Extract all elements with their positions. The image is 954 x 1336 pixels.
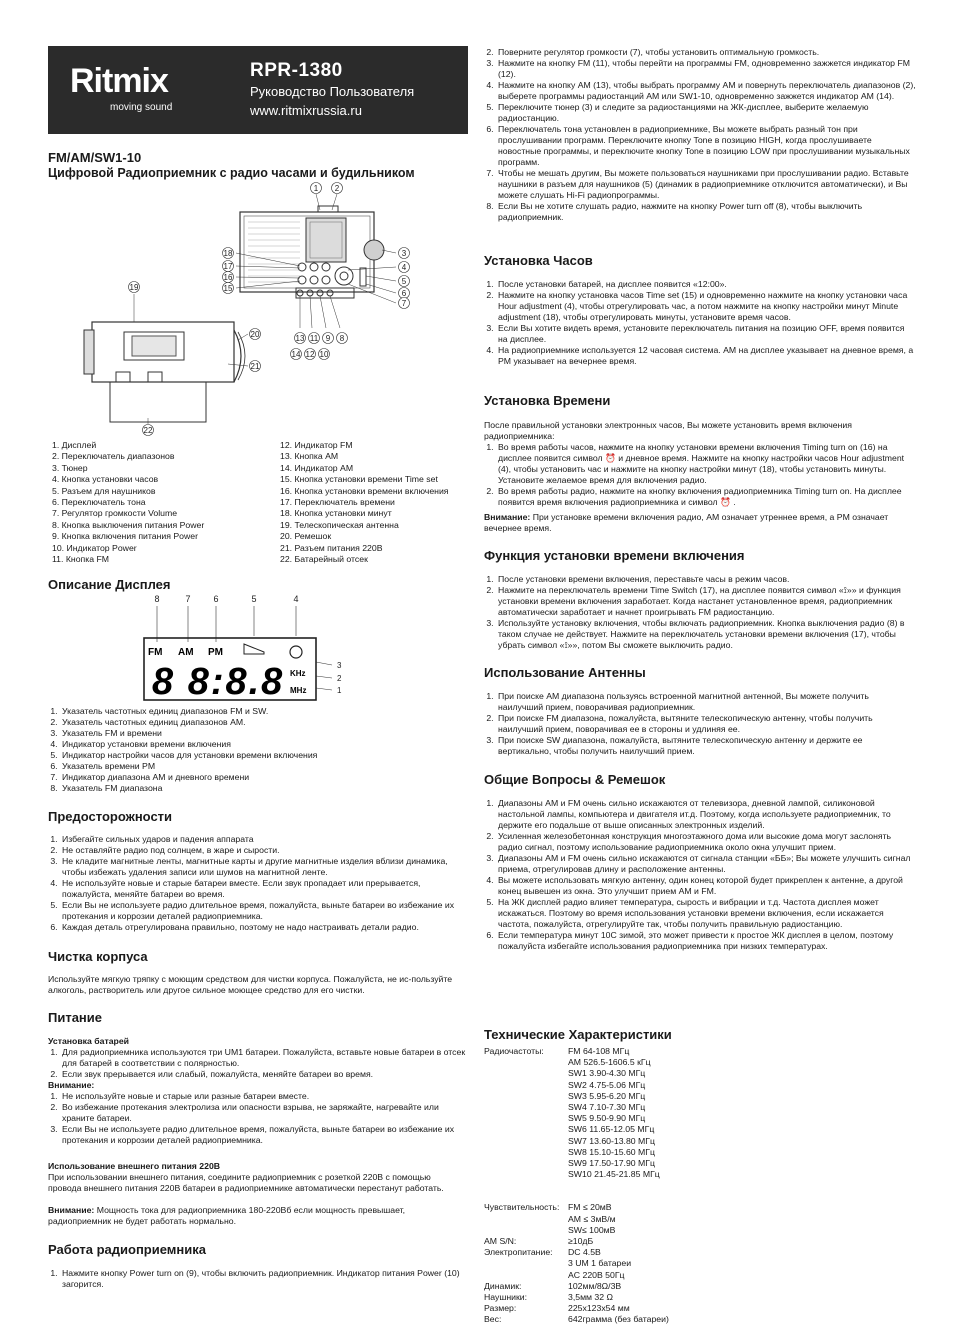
model-bands: FM/AM/SW1-10 [48,150,142,165]
spec-value: 225x123x54 мм [568,1303,630,1314]
list-item: 4. Нажмите на кнопку AM (13), чтобы выбрать программу AM и повернуть переключатель диапазонов (2), выберете программы радиостанций AM или SW1-10, одновременно зажжется индикатор AM (14). [496,80,916,102]
label-15: 15 [223,284,233,293]
list-item: 3. Если Вы хотите видеть время, установите переключатель питания на позицию OFF, время появится на дисплее. [496,323,916,345]
timer-heading: Установка Времени [484,393,611,408]
spec-value: AM ≤ 3мВ/м [568,1213,616,1224]
list-item: 3. Указатель FM и времени [60,728,470,739]
list-item: 3. Не кладите магнитные ленты, магнитные карты и другие магнитные изделия вблизи динамика, чтобы избежать удаления записи или шумов на магнитной ленте. [60,856,472,878]
logo-subtitle: moving sound [110,102,173,113]
lcd-num-4: 4 [293,594,299,604]
spec-value: 642грамма (без батареи) [568,1314,669,1325]
parts-list-right [280,440,470,565]
label-20: 20 [250,330,260,339]
label-18: 18 [223,249,233,258]
lcd-mhz: MHz [290,686,307,695]
list-item: 8. Если Вы не хотите слушать радио, нажмите на кнопку Power turn off (8), чтобы выключить радиоприемник. [496,201,916,223]
list-item: 3. Нажмите на кнопку FM (11), чтобы перейти на программы FM, одновременно зажжется индикатор FM (12). [496,58,916,80]
lcd-num-2: 2 [337,674,342,683]
list-item: 1. Избегайте сильных ударов и падения аппарата [60,834,472,845]
label-5: 5 [401,277,407,286]
list-item: 1. После установки батарей, на дисплее появится «12:00». [496,279,916,290]
spec-value: 102мм/8Ω/3В [568,1280,622,1291]
operation-list-cont [484,47,916,223]
list-item: 2. Нажмите на кнопку установка часов Time set (15) и одновременно нажмите на кнопку установки часа Hour adjustment (4), чтобы отрегулировать час, а потом нажмите на кнопку настройки минут Minute adjustment (18), чтобы отрегулировать минуты, установите время часов. [496,290,916,323]
manual-title: Руководство Пользователя [250,84,415,99]
label-4: 4 [401,263,407,272]
list-item: 6. Переключатель тона [52,497,146,508]
list-item: 2. Если звук прерывается или слабый, пожалуйста, меняйте батареи во время. [60,1069,472,1080]
spec-row-sn: AM S/N: ≥10дБ [484,1236,594,1247]
list-item: 1. Во время работы часов, нажмите на кнопку установки времени включения Timing turn on (16) на дисплее появится символ ⏰ и дневное время. Нажмите на кнопку настройки часов Hour adjustment (4), чтобы установить час и нажмите на кнопку настройки минут (18), чтобы установить минуты. Установите желаемое время для включения радио. [496,442,916,486]
radio-diagram [48,180,468,438]
battery-list [48,1047,472,1080]
precautions-heading: Предосторожности [48,809,173,824]
list-item: 8. Кнопка выключения питания Power [52,519,205,530]
power-heading: Питание [48,1010,103,1025]
label-7: 7 [401,299,407,308]
list-item: 4. Не используйте новые и старые батареи вместе. Если звук пропадает или прерывается, пожалуйста, меняйте батареи во время. [60,878,472,900]
label-11: 11 [309,334,319,343]
list-item: 17. Переключатель времени [280,497,395,508]
lcd-am: AM [178,647,194,658]
spec-row-power: Электропитание: DC 4.5В 3 UM 1 батареи AC 220В 50Гц [484,1247,632,1280]
external-power-note: Внимание: Мощность тока для радиоприемника 180-220Вб если мощность превышает, радиоприемник не будет работать нормально. [48,1205,406,1226]
list-item: 2. Указатель частотных единиц диапазонов AM. [60,717,470,728]
external-power-title: Использование внешнего питания 220В [48,1161,221,1171]
spec-row-speaker: Динамик: 102мм/8Ω/3В [484,1280,622,1291]
list-item: 4. Индикатор установки времени включения [60,739,470,750]
list-item: 2. Нажмите на переключатель времени Time Switch (17), на дисплее появится символ «⟟»» и функция установки времени включения заработает. Когда настанет установленное время, радиоприемник автоматически заработает и начнет проигрывать FM радиостанцию. [496,585,916,618]
attention-label: Внимание: [48,1080,95,1090]
list-item: 5. Разъем для наушников [52,485,156,496]
timer-function-heading: Функция установки времени включения [484,548,745,563]
list-item: 6. Если температура минут 10С зимой, это может привести к простое ЖК дисплея в целом, поэтому пожалуйста избегайте использования радиоприемника при низких температурах. [496,930,916,952]
label-12: 12 [305,350,315,359]
list-item: 4. Вы можете использовать мягкую антенну, один конец которой будет прикреплен к антенне, а другой конец вывешен из окна. Это улучшит прием AM и FM. [496,875,916,897]
display-heading: Описание Дисплея [48,577,171,592]
list-item: 1. Нажмите кнопку Power turn on (9), чтобы включить радиоприемник. Индикатор питания Power (10) загорится. [60,1268,472,1290]
list-item: 3. Тюнер [52,462,88,473]
list-item: 7. Регулятор громкости Volume [52,508,178,519]
lcd-fm: FM [148,647,163,658]
operation-heading: Работа радиоприемника [48,1242,206,1257]
list-item: 19. Телескопическая антенна [280,519,399,530]
spec-value: ≥10дБ [568,1236,594,1247]
faq-list [484,798,916,952]
timer-intro: После правильной установки электронных часов, Вы можете установить время включения радиоприемника: [484,420,852,441]
spec-row-size: Размер: 225x123x54 мм [484,1303,630,1314]
ritmix-logo: Ritmix [70,62,168,100]
spec-value: SW9 17.50-17.90 МГц [568,1158,655,1169]
lcd-num-8: 8 [154,594,160,604]
spec-value: FM 64-108 МГц [568,1046,630,1056]
spec-value: 3 UM 1 батареи [568,1258,632,1269]
list-item: 1. После установки времени включения, переставьте часы в режим часов. [496,574,916,585]
lcd-num-7: 7 [185,594,191,604]
list-item: 2. Во избежание протекания электролиза или опасности взрыва, не заряжайте, нагревайте или храните батареи. [60,1102,472,1124]
spec-value: SW6 11.65-12.05 МГц [568,1124,655,1135]
label-10: 10 [319,350,329,359]
parts-list-left [52,440,272,565]
list-item: 6. Переключатель тона установлен в радиоприемнике, Вы можете выбрать разный тон при прослушивании программ. Переключите кнопку Tone в позицию HIGH, когда прослушиваете новостные программы, и переключите кнопку Tone в позицию LOW при прослушивании музыкальных программ. [496,124,916,168]
antenna-list [484,691,916,757]
list-item: 1. При поиске AM диапазона пользуясь встроенной магнитной антенной, Вы можете получить наилучший прием, поворачивая радиоприемник. [496,691,916,713]
label-3: 3 [401,249,407,258]
list-item: 20. Ремешок [280,531,332,542]
header-banner [48,46,468,134]
lcd-khz: KHz [290,669,306,678]
list-item: 1. Дисплей [52,440,97,450]
label-21: 21 [250,362,260,371]
list-item: 2. Усиленная железобетонная конструкция многоэтажного дома или высокие дома могут заслонять радио сигнал, поэтому использование радиоприемника около окна улучшит прием. [496,831,916,853]
list-item: 5. На ЖК дисплей радио влияет температура, сырость и вибрации и т.д. Частота дисплея может искажаться. Поэтому во время использования установки времени включения, если искажается частота, пожалуйста, отрегулируйте так, чтобы получить правильную радиостанцию. [496,897,916,930]
spec-value: SW4 7.10-7.30 МГц [568,1102,646,1113]
label-2: 2 [334,184,340,193]
operation-list-start [48,1268,472,1290]
list-item: 4. Кнопка установки часов [52,474,159,485]
spec-value: AM 526.5-1606.5 кГц [568,1057,651,1068]
list-item: 16. Кнопка установки времени включения [280,485,449,496]
spec-value: AC 220В 50Гц [568,1269,625,1280]
alarm-icon [290,646,302,658]
list-item: 3. При поиске SW диапазона, пожалуйста, вытяните телескопическую антенну и держите ее вертикально, чтобы получить наилучший прием. [496,735,916,757]
list-item: 11. Кнопка FM [52,554,110,565]
label-19: 19 [129,283,139,292]
label-22: 22 [143,426,153,435]
list-item: 13. Кнопка AM [280,451,339,462]
radio-side-view [84,322,245,422]
display-list [48,706,470,794]
spec-value: SW8 15.10-15.60 МГц [568,1146,655,1157]
precautions-list [48,834,472,933]
spec-value: SW3 5.95-6.20 МГц [568,1090,646,1101]
lcd-num-5: 5 [251,594,257,604]
list-item: 4. На радиоприемнике используется 12 часовая система. AM на дисплее указывает на дневное время, а PM указывает на вечернее время. [496,345,916,367]
lcd-num-6: 6 [213,594,219,604]
lcd-pm: PM [208,647,223,658]
lcd-num-3: 3 [337,661,342,670]
spec-value: SW1 3.90-4.30 МГц [568,1068,646,1079]
spec-row-weight: Вес: 642грамма (без батареи) [484,1314,669,1325]
spec-value: SW2 4.75-5.06 МГц [568,1079,646,1090]
spec-value: DC 4.5В [568,1247,601,1258]
spec-value: 3,5мм 32 Ω [568,1292,614,1303]
lcd-digits: 8 8:8.8 [152,661,285,702]
spec-row-sensitivity: Чувствительность: FM ≤ 20мВ AM ≤ 3мВ/м SW≤ 100мВ [484,1202,616,1235]
list-item: 1. Указатель частотных единиц диапазонов FM и SW. [60,706,470,717]
list-item: 1. Не используйте новые и старые или разные батареи вместе. [60,1091,472,1102]
list-item: 2. Поверните регулятор громкости (7), чтобы установить оптимальную громкость. [496,47,916,58]
timer-list [484,442,916,508]
spec-value: SW10 21.45-21.85 МГц [568,1169,660,1180]
list-item: 2. Не оставляйте радио под солнцем, в жаре и сырости. [60,845,472,856]
list-item: 15. Кнопка установки времени Time set [280,474,438,485]
list-item: 12. Индикатор FM [280,440,353,450]
battery-title: Установка батарей [48,1036,130,1046]
list-item: 9. Кнопка включения питания Power [52,531,198,542]
list-item: 10. Индикатор Power [52,542,137,553]
list-item: 14. Индикатор AM [280,462,354,473]
spec-value: SW5 9.50-9.90 МГц [568,1113,646,1124]
cleaning-text: Используйте мягкую тряпку с моющим средством для чистки корпуса. Пожалуйста, не ис-пользуйте алкоголь, растворитель или другое сильное моющее средство для его чистки. [48,974,453,995]
list-item: 3. Если Вы не используете радио длительное время, пожалуйста, выньте батареи во избежание их протекания и коррозии деталей радиоприемника. [60,1124,472,1146]
list-item: 7. Индикатор диапазона AM и дневного времени [60,772,470,783]
attention-list [48,1091,472,1146]
list-item: 1. Для радиоприемника используются три UM1 батареи. Пожалуйста, вставьте новые батареи в отсек для батарей в соответствии с полярностью. [60,1047,472,1069]
list-item: 8. Указатель FM диапазона [60,783,470,794]
list-item: 5. Индикатор настройки часов для установки времени включения [60,750,470,761]
clock-heading: Установка Часов [484,253,593,268]
list-item: 5. Переключите тюнер (3) и следите за радиостанциями на ЖК-дисплее, выберите желаемую радиостанцию. [496,102,916,124]
label-1: 1 [313,184,319,193]
list-item: 5. Если Вы не используете радио длительное время, пожалуйста, выньте батареи во избежание их протекания и коррозии деталей радиоприемника. [60,900,472,922]
label-16: 16 [223,273,233,282]
label-9: 9 [325,334,331,343]
list-item: 6. Каждая деталь отрегулирована правильно, поэтому не надо настраивать детали радио. [60,922,472,933]
spec-value: SW≤ 100мВ [568,1224,616,1235]
list-item: 21. Разъем питания 220В [280,542,383,553]
label-14: 14 [291,350,301,359]
lcd-num-1: 1 [337,686,342,695]
timer-note: Внимание: При установке времени включения радио, AM означает утреннее время, а PM означает вечернее время. [484,512,889,533]
radio-front-view [240,206,384,298]
label-6: 6 [401,289,407,298]
clock-list [484,279,916,367]
spec-value: FM ≤ 20мВ [568,1202,612,1213]
antenna-heading: Использование Антенны [484,665,646,680]
specs-heading: Технические Характеристики [484,1027,672,1042]
spec-row-freq: Радиочастоты: FM 64-108 МГц AM 526.5-1606.5 кГц SW1 3.90-4.30 МГц SW2 4.75-5.06 МГц SW3 5.95-6.20 МГц SW4 7.10-7.30 МГц SW5 9.50-9.90 МГц SW6 11.65-12.05 МГц SW7 13.60-13.80 МГц SW8 15.10-15.60 МГц SW9 17.50-17.90 МГц SW10 21.45-21.85 МГц [484,1046,660,1180]
list-item: 2. Во время работы радио, нажмите на кнопку включения радиоприемника Timing turn on. На дисплее появится время включения радиоприемника и символ ⏰ . [496,486,916,508]
model-name: RPR-1380 [250,60,343,81]
timer-function-list [484,574,916,651]
faq-heading: Общие Вопросы & Ремешок [484,772,666,787]
label-17: 17 [223,262,233,271]
list-item: 7. Чтобы не мешать другим, Вы можете пользоваться наушниками при прослушивании радио. Вставьте наушники в разъем для наушников (5) (динамик в радиоприемнике отключится автоматически), и Вы можете слушать Hi-Fi радиопрограммы. [496,168,916,201]
specs-table [484,1046,904,1326]
list-item: 2. Переключатель диапазонов [52,451,175,462]
list-item: 2. При поиске FM диапазона, пожалуйста, вытяните телескопическую антенну, чтобы получить наилучший прием, поворачивая ее в стороны и удлиняя ее. [496,713,916,735]
list-item: 6. Указатель времени PM [60,761,470,772]
spec-row-phones: Наушники: 3,5мм 32 Ω [484,1292,614,1303]
cleaning-heading: Чистка корпуса [48,949,148,964]
list-item: 1. Диапазоны AM и FM очень сильно искажаются от телевизора, дневной лампой, силиконовой настольной лампы, компьютера и двигателя ит.д. Поэтому, когда используете радиоприемник, то держите его подальше от выше описанных электронных изделий. [496,798,916,831]
list-item: 3. Используйте установку включения, чтобы включать радиоприемник. Кнопка выключения радио (8) в таком случае не действует. Нажмите на переключатель установки времени включения (17), чтобы убрать символ «⟟»», потом Вы сможете выключить радио. [496,618,916,651]
website: www.ritmixrussia.ru [250,103,362,118]
list-item: 18. Кнопка установки минут [280,508,392,519]
list-item: 3. Диапазоны AM и FM очень сильно искажаются от сигнала станции «ББ»; Вы можете улучшить сигнал приема, отрегулировав длину и расположение антенны. [496,853,916,875]
list-item: 22. Батарейный отсек [280,554,368,565]
label-13b: 13 [295,334,305,343]
lcd-diagram [140,592,360,702]
product-title: Цифровой Радиоприемник с радио часами и будильником [48,166,415,180]
external-power-text: При использовании внешнего питания, соедините радиоприемник с розеткой 220В с помощью провода внешнего питания 220В батареи в радиоприемнике автоматически перестанут работать. [48,1172,444,1193]
spec-value: SW7 13.60-13.80 МГц [568,1135,655,1146]
label-8: 8 [339,334,345,343]
